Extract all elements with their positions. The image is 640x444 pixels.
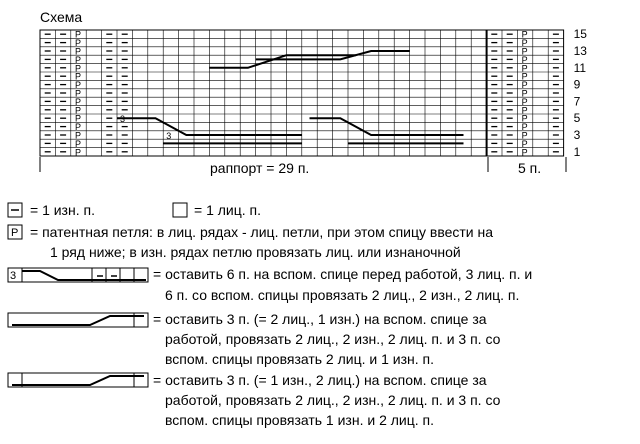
patent-mark: P <box>521 46 528 57</box>
row-numbers <box>574 27 588 159</box>
patent-mark: P <box>521 138 528 149</box>
patent-mark: P <box>75 113 82 124</box>
row-number: 7 <box>573 94 581 109</box>
row-number: 1 <box>573 144 581 159</box>
cableB-symbol <box>8 373 148 387</box>
patent-mark: P <box>75 96 82 107</box>
patent-mark: P <box>521 71 528 82</box>
patent-mark: P <box>521 80 528 91</box>
cable6-legend-line1: = оставить 6 п. на вспом. спице перед работой, 3 лиц. п. и <box>153 266 533 282</box>
rapport-label: раппорт = 29 п. <box>210 160 310 176</box>
row-number: 11 <box>573 60 587 75</box>
patent-mark: P <box>521 113 528 124</box>
cableB-legend-line1: = оставить 3 п. (= 1 изн., 2 лиц.) на вспом. спице за <box>153 372 487 388</box>
patent-mark: P <box>75 71 82 82</box>
patent-mark: P <box>75 29 82 40</box>
row-number: 15 <box>573 27 587 42</box>
patent-symbol <box>8 225 22 239</box>
patent-mark: P <box>75 46 82 57</box>
cable6-legend-line2: 6 п. со вспом. спицы провязать 2 лиц., 2 изн., 2 лиц. п. <box>165 287 520 303</box>
row-number: 9 <box>573 77 581 92</box>
cableA-symbol <box>8 313 148 327</box>
cableB-legend-line3: вспом. спицы провязать 1 изн. и 2 лиц. п. <box>165 412 435 428</box>
patent-mark: P <box>521 105 528 116</box>
patent-mark: P <box>521 38 528 49</box>
patent-mark: P <box>75 105 82 116</box>
patent-mark: P <box>521 54 528 65</box>
row-number: 3 <box>573 128 581 142</box>
row-number: 13 <box>573 44 587 58</box>
side-label: 5 п. <box>518 160 542 176</box>
cable6-symbol <box>8 268 148 282</box>
patent-mark: P <box>75 88 82 99</box>
patent-legend-line1: = патентная петля: в лиц. рядах - лиц. петли, при этом спицу ввести на <box>30 224 494 240</box>
svg-text:3: 3 <box>10 270 17 282</box>
patent-mark: P <box>521 122 528 133</box>
purl-legend-text: = 1 изн. п. <box>30 202 95 218</box>
patent-mark: P <box>521 96 528 107</box>
patent-mark: P <box>75 80 82 91</box>
patent-mark: P <box>75 122 82 133</box>
knit-legend-text: = 1 лиц. п. <box>194 202 261 218</box>
patent-mark: P <box>75 138 82 149</box>
cableB-legend-line2: работой, провязать 2 лиц., 2 изн., 2 лиц. п. и 3 п. со <box>165 392 501 408</box>
patent-mark: P <box>521 88 528 99</box>
patent-mark: P <box>75 63 82 74</box>
purl-symbol <box>8 203 22 217</box>
cableA-legend-line1: = оставить 3 п. (= 2 лиц., 1 изн.) на вспом. спице за <box>153 311 487 327</box>
patent-mark: P <box>75 54 82 65</box>
chart-grid <box>40 30 564 158</box>
patent-mark: P <box>521 29 528 40</box>
cableA-legend-line2: работой, провязать 2 лиц., 2 изн., 2 лиц. п. и 3 п. со <box>165 331 501 347</box>
patent-legend-line2: 1 ряд ниже; в изн. рядах петлю провязать лиц. или изнаночной <box>50 244 461 260</box>
patent-mark: P <box>75 147 82 158</box>
cable-number: 3 <box>166 131 172 141</box>
patent-mark: P <box>75 38 82 49</box>
scheme-title: Схема <box>40 9 83 25</box>
knit-symbol <box>173 203 187 217</box>
patent-mark: P <box>521 130 528 141</box>
cableA-legend-line3: вспом. спицы провязать 2 лиц. и 1 изн. п. <box>165 351 435 367</box>
patent-mark: P <box>75 130 82 141</box>
patent-mark: P <box>521 63 528 74</box>
row-number: 5 <box>573 111 581 126</box>
cable-number: 3 <box>120 114 126 125</box>
patent-mark: P <box>521 147 528 158</box>
svg-text:P: P <box>11 227 19 239</box>
